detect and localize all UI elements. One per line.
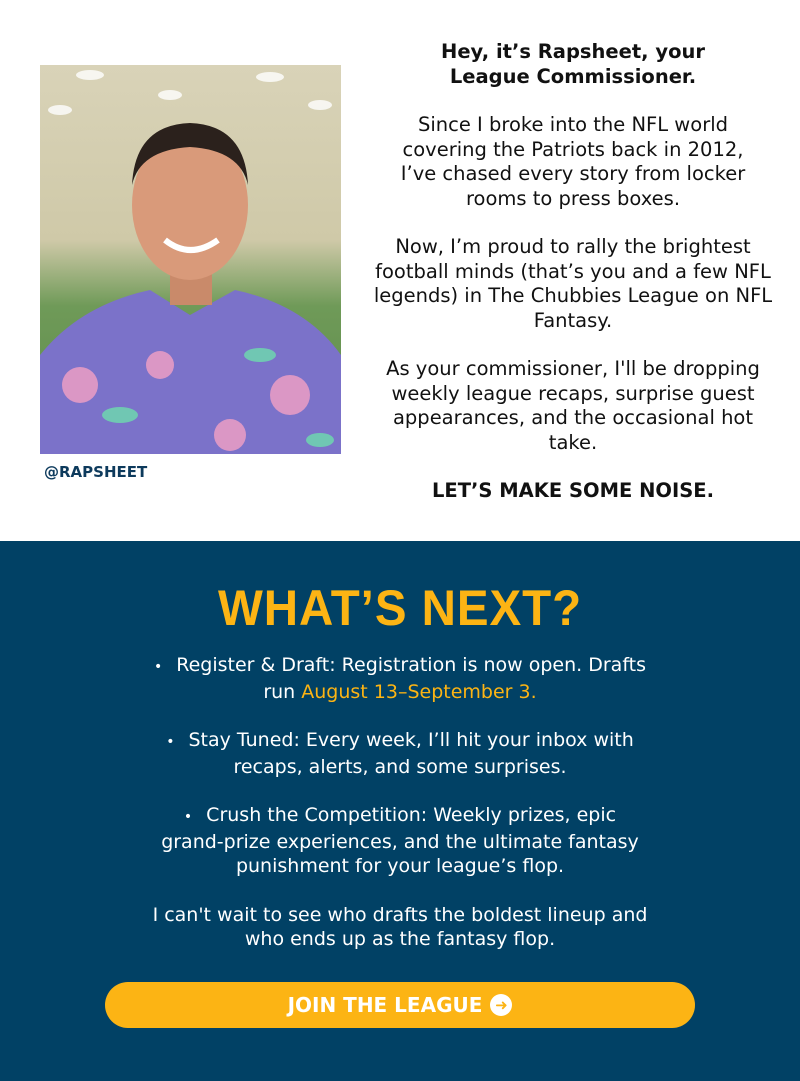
join-league-button[interactable] bbox=[105, 982, 695, 1028]
next-steps-list bbox=[0, 653, 800, 879]
person-illustration bbox=[40, 65, 341, 454]
intro-paragraph-3: As your commissioner, I'll be dropping weekly league recaps, surprise guest appearances, and the occasional hot take. bbox=[386, 357, 760, 454]
closing-text: I can't wait to see who drafts the boldest lineup and who ends up as the fantasy flop. bbox=[152, 903, 648, 950]
list-item-text: Stay Tuned: Every week, I’ll hit your inbox with recaps, alerts, and some surprises. bbox=[188, 729, 634, 778]
commissioner-photo bbox=[40, 65, 341, 454]
list-item-text: Register & Draft: Registration is now open. Drafts run bbox=[176, 654, 647, 703]
draft-dates: August 13–September 3. bbox=[301, 680, 537, 703]
twitter-handle: @RAPSHEET bbox=[44, 463, 148, 481]
join-league-label: JOIN THE LEAGUE bbox=[287, 993, 483, 1017]
list-item bbox=[150, 803, 650, 879]
whats-next-section bbox=[0, 541, 800, 1081]
intro-paragraph-2: Now, I’m proud to rally the brightest football minds (that’s you and a few NFL legends) in The Chubbies League on NFL Fantasy. bbox=[373, 235, 773, 332]
intro-paragraph-1: Since I broke into the NFL world covering the Patriots back in 2012, I’ve chased every story from locker rooms to press boxes. bbox=[400, 113, 746, 210]
arrow-right-circle-icon: ➜ bbox=[490, 994, 512, 1016]
whats-next-title: WHAT’S NEXT? bbox=[217, 580, 583, 636]
signoff: LET’S MAKE SOME NOISE. bbox=[431, 479, 715, 502]
list-item bbox=[155, 728, 645, 779]
greeting: Hey, it’s Rapsheet, your League Commissioner. bbox=[441, 40, 705, 88]
list-item bbox=[140, 653, 660, 704]
list-item-text: Crush the Competition: Weekly prizes, epic grand-prize experiences, and the ultimate fantasy punishment for your league’s flop. bbox=[161, 804, 639, 877]
intro-text bbox=[372, 40, 774, 528]
